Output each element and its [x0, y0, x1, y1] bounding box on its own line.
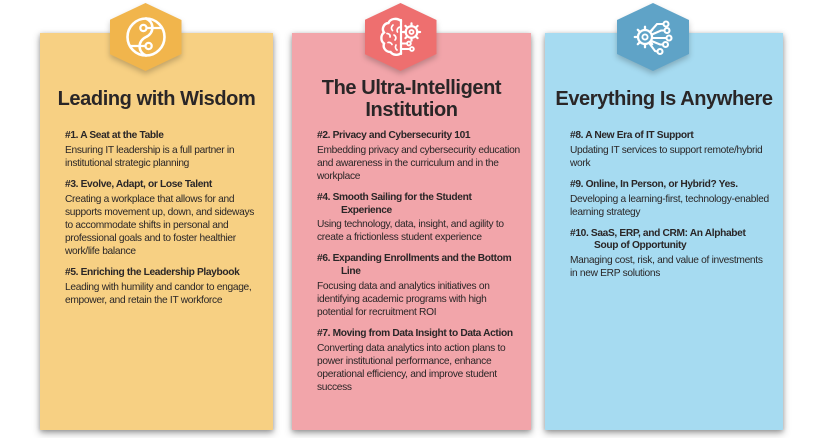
list-item	[570, 130, 772, 170]
list-item	[570, 179, 772, 219]
item-heading: #10. SaaS, ERP, and CRM: An Alphabet Soup of Opportunity	[570, 227, 746, 252]
item-description: Leading with humility and candor to engage, empower, and retain the IT workforce	[65, 281, 252, 306]
list-item	[65, 267, 262, 307]
item-description: Ensuring IT leadership is a full partner in institutional strategic planning	[65, 144, 235, 169]
gear-circuit-icon	[617, 3, 689, 71]
hexagon-badge	[617, 3, 689, 71]
item-heading: #2. Privacy and Cybersecurity 101	[317, 130, 471, 141]
item-description: Creating a workplace that allows for and supports movement up, down, and sideways to accommodate shifts in personal and professional goals and to foster healthier work/life balance	[65, 193, 255, 257]
item-heading: #8. A New Era of IT Support	[570, 130, 694, 141]
item-description: Focusing data and analytics initiatives on identifying academic programs with high potential for recruitment ROI	[317, 280, 490, 319]
list-item	[317, 253, 520, 319]
card-items	[545, 130, 783, 280]
card-everything-is-anywhere	[545, 33, 783, 430]
card-items	[292, 130, 531, 394]
item-heading: #9. Online, In Person, or Hybrid? Yes.	[570, 178, 738, 190]
list-item	[317, 328, 520, 394]
item-description: Embedding privacy and cybersecurity education and awareness in the curriculum and in the workplace	[317, 144, 520, 182]
item-heading: #1. A Seat at the Table	[65, 130, 164, 141]
list-item	[570, 228, 772, 281]
item-heading: #7. Moving from Data Insight to Data Action	[317, 328, 513, 340]
item-heading: #6. Expanding Enrollments and the Bottom Line	[317, 253, 512, 278]
card-title: Leading with Wisdom	[57, 87, 256, 110]
list-item	[65, 130, 262, 170]
card-leading-with-wisdom	[40, 33, 273, 430]
hexagon-badge	[365, 3, 437, 71]
yin-yang-circuit-icon	[110, 3, 182, 71]
hexagon-badge	[110, 3, 182, 71]
list-item	[65, 179, 262, 258]
item-description: Using technology, data, insight, and agility to create a frictionless student experience	[317, 219, 504, 244]
item-description: Managing cost, risk, and value of investments in new ERP solutions	[570, 255, 763, 280]
list-item	[317, 192, 520, 245]
item-description: Converting data analytics into action plans to power institutional performance, enhance operational efficiency, and improve student success	[317, 342, 506, 394]
card-title: The Ultra-Intelligent Institution	[321, 76, 502, 121]
item-heading: #5. Enriching the Leadership Playbook	[65, 266, 240, 278]
card-ultra-intelligent-institution	[292, 33, 531, 430]
item-description: Updating IT services to support remote/hybrid work	[570, 144, 763, 169]
brain-circuit-gear-icon	[365, 3, 437, 71]
card-title: Everything Is Anywhere	[555, 87, 773, 110]
item-description: Developing a learning-first, technology-enabled learning strategy	[570, 193, 769, 218]
list-item	[317, 130, 520, 183]
item-heading: #3. Evolve, Adapt, or Lose Talent	[65, 178, 212, 190]
card-items	[40, 130, 273, 307]
item-heading: #4. Smooth Sailing for the Student Experience	[317, 191, 472, 216]
